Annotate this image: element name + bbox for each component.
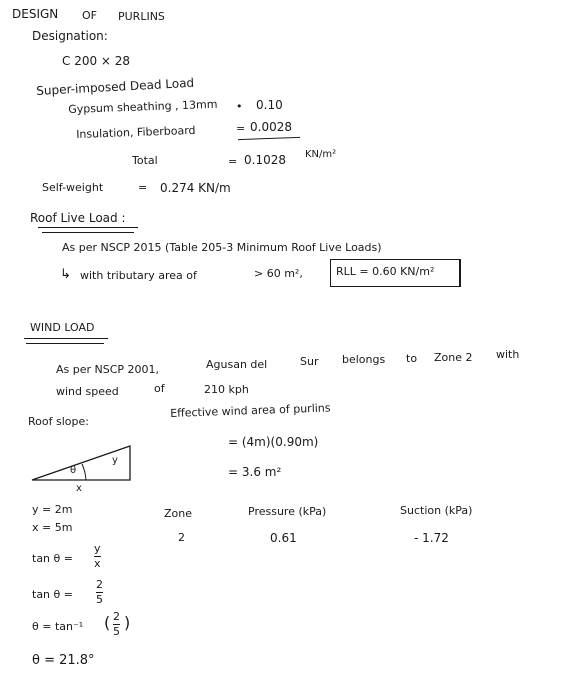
title-purlins: PURLINS [118,10,165,23]
effective-area-line2: = 3.6 m² [228,465,282,479]
dead-load-heading: Super-imposed Dead Load [35,75,195,98]
rll-condition: > 60 m², [254,267,303,280]
insulation-value: 0.0028 [250,120,292,134]
wind-zone: Zone 2 [434,351,473,364]
arrow-icon: ↳ [60,267,71,282]
insulation-sum-line [238,137,300,140]
triangle-y: y [112,455,118,466]
insulation-equals: = [236,122,246,135]
wind-belongs: belongs [342,353,386,366]
title-design: DESIGN [12,7,59,21]
rll-result: RLL = 0.60 KN/m² [336,265,435,278]
effective-area-line1: = (4m)(0.90m) [228,435,319,449]
total-equals: = [228,155,238,168]
self-weight-label: Self-weight [42,181,104,194]
tan-eq-2-den: 5 [96,592,103,606]
designation-label: Designation: [32,29,108,43]
insulation-label: Insulation, Fiberboard [75,123,196,141]
wind-load-underline-2 [26,343,104,344]
wind-speed-value: 210 kph [204,383,249,396]
total-value: 0.1028 [244,153,286,167]
effective-area-label: Effective wind area of purlins [169,401,331,420]
table-header-suction: Suction (kPa) [400,504,473,517]
wind-to: to [406,352,418,365]
rll-tributary-line: with tributary area of [80,269,197,282]
wind-load-underline-1 [24,338,108,339]
roof-slope-triangle-icon [22,434,142,494]
roof-live-load-underline-1 [38,227,138,228]
designation-section: C 200 × 28 [62,54,131,68]
tan-eq-2-lhs: tan θ = [32,588,73,601]
theta-result: θ = 21.8° [32,653,95,668]
table-cell-suction: - 1.72 [414,531,449,545]
theta-eq-open-paren: ( [104,613,111,632]
tan-eq-1-fraction [94,543,101,569]
table-header-zone: Zone [164,507,193,520]
tan-eq-1-num: y [94,542,101,555]
self-weight-value: 0.274 KN/m [160,181,231,195]
wind-load-heading: WIND LOAD [30,321,95,334]
tan-eq-1-den: x [94,556,101,570]
total-label: Total [132,154,158,167]
gypsum-value: 0.10 [256,98,283,112]
theta-eq-close-paren: ) [124,613,131,632]
theta-eq-lhs: θ = tan⁻¹ [32,620,84,633]
gypsum-label: Gypsum sheathing , 13mm [67,97,218,116]
self-weight-equals: = [138,181,148,194]
theta-eq-num: 2 [113,610,120,623]
y-equation: y = 2m [32,503,73,516]
table-cell-pressure: 0.61 [270,531,297,545]
roof-live-load-underline-2 [42,232,134,233]
wind-location-1: Agusan del [206,358,268,371]
x-equation: x = 5m [32,521,73,534]
total-unit: KN/m² [305,149,337,160]
wind-speed-of: of [154,382,165,395]
tan-eq-2-fraction [96,579,103,605]
theta-eq-den: 5 [113,624,120,638]
wind-nscp: As per NSCP 2001, [56,363,160,376]
title-of: OF [82,9,97,22]
roof-slope-label: Roof slope: [28,415,89,428]
triangle-theta: θ [70,465,77,476]
wind-location-2: Sur [300,355,319,368]
theta-eq-fraction [113,611,120,637]
rll-nscp-line: As per NSCP 2015 (Table 205-3 Minimum Roof Live Loads) [62,241,382,254]
wind-speed-label: wind speed [56,385,119,398]
tan-eq-2-num: 2 [96,578,103,591]
triangle-x: x [76,483,82,494]
roof-live-load-heading: Roof Live Load : [30,211,126,225]
table-header-pressure: Pressure (kPa) [248,505,327,518]
wind-with: with [496,348,520,361]
table-cell-zone: 2 [178,531,185,544]
tan-eq-1-lhs: tan θ = [32,552,73,565]
gypsum-bullet: • [236,100,243,113]
